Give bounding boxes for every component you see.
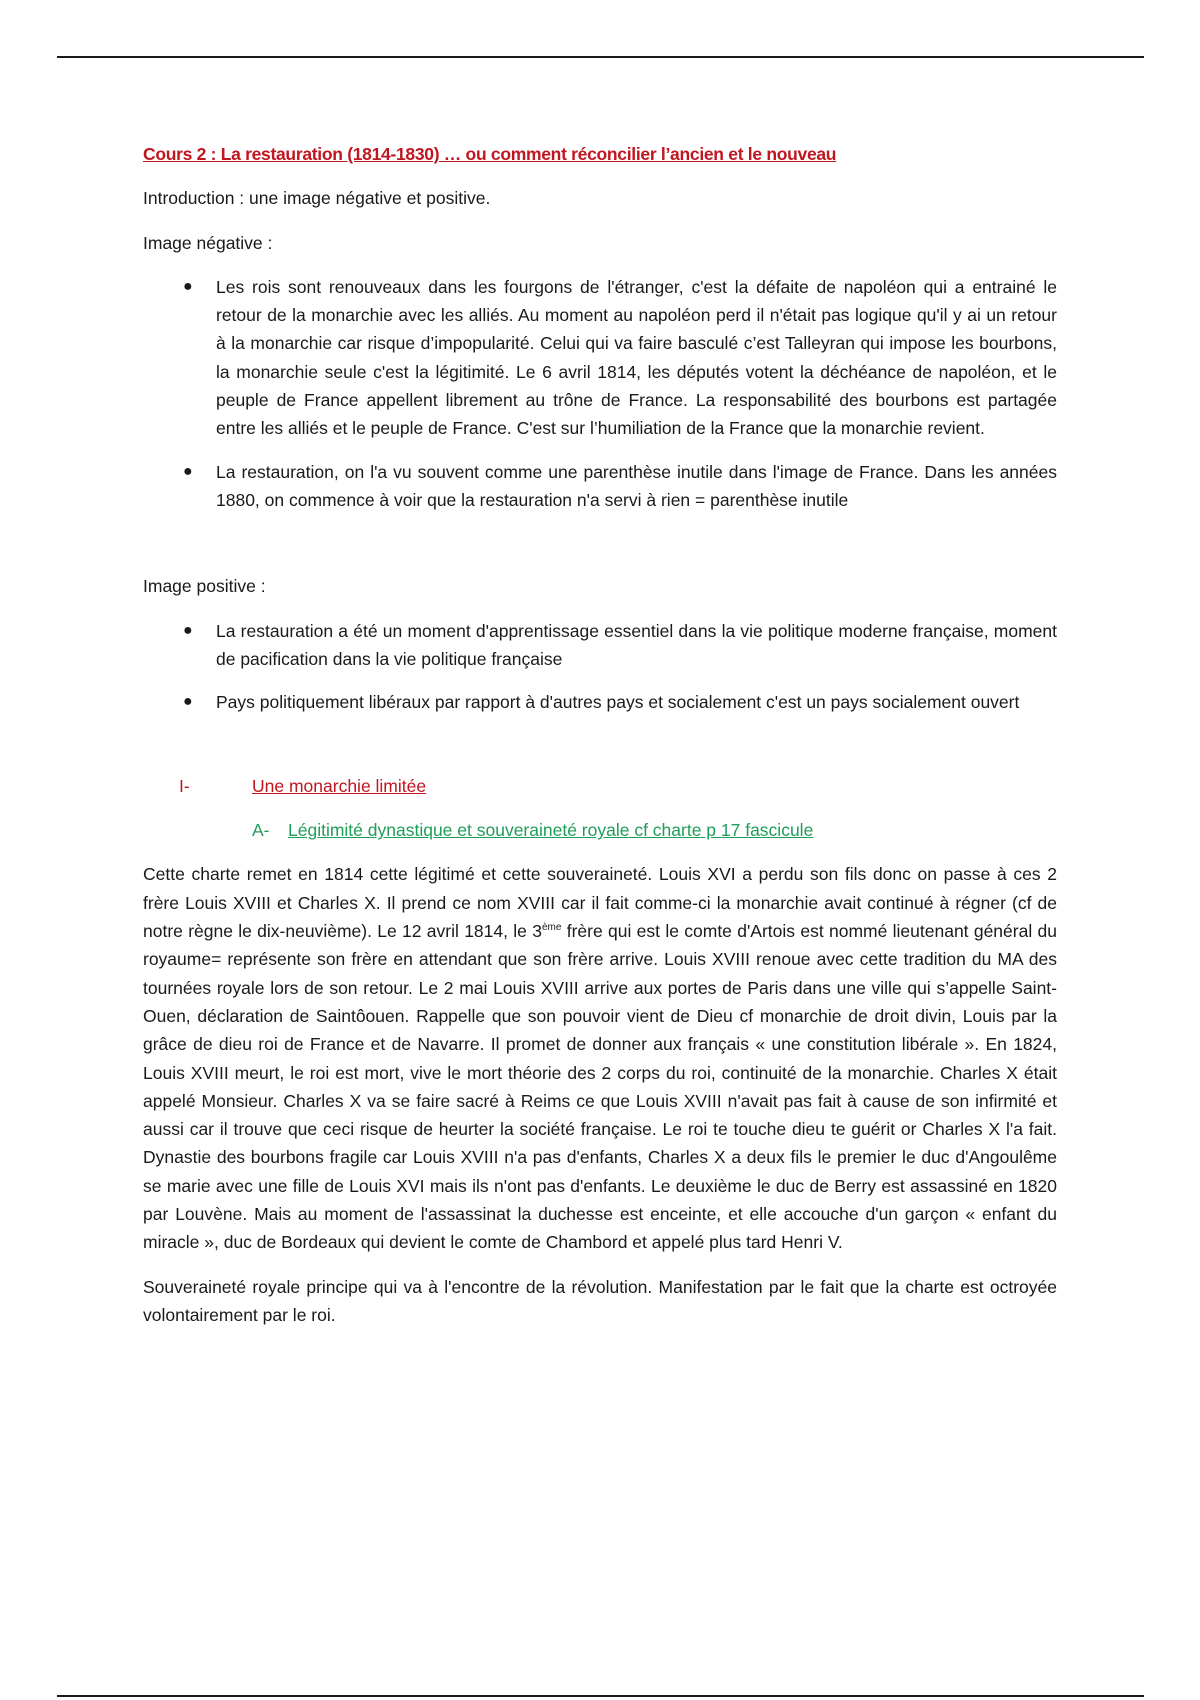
bullet-text: Pays politiquement libéraux par rapport à d'autres pays et socialement c'est un pays socialement ouvert bbox=[216, 692, 1020, 713]
section-number: I- bbox=[179, 776, 190, 797]
document-page bbox=[143, 140, 1057, 1345]
bullet-icon: ● bbox=[183, 693, 193, 711]
section-title: Une monarchie limitée bbox=[252, 776, 427, 797]
document-title: Cours 2 : La restauration (1814-1830) … ou comment réconcilier l’ancien et le nouveau bbox=[143, 144, 837, 164]
subsection-letter: A- bbox=[252, 820, 270, 841]
subsection-title: Légitimité dynastique et souveraineté royale cf charte p 17 fascicule bbox=[288, 820, 814, 841]
list-item bbox=[143, 458, 1057, 515]
bullet-icon: ● bbox=[183, 277, 193, 295]
blank-space bbox=[143, 530, 1057, 572]
bullet-text: La restauration a été un moment d'apprentissage essentiel dans la vie politique moderne française, moment de pacification dans la vie politique française bbox=[216, 620, 1057, 669]
bullet-text: Les rois sont renouveaux dans les fourgons de l'étranger, c'est la défaite de napoléon qui a entrainé le retour de la monarchie avec les alliés. Au moment au napoléon perd il n'était pas logique qu'il y ai un retour à la monarchie car risque d’impopularité. Celui qui va faire basculé c’est Talleyran qui impose les bourbons, la monarchie seule c'est la légitimité. Le 6 avril 1814, les députés votent la déchéance de napoléon, et le peuple de France appellent librement au trône de France. La responsabilité des bourbons est partagée entre les alliés et le peuple de France. C'est sur l’humiliation de la France que la monarchie revient. bbox=[216, 276, 1057, 439]
negative-image-heading: Image négative : bbox=[143, 232, 273, 253]
section-heading bbox=[143, 772, 1057, 800]
superscript-ordinal: ème bbox=[541, 922, 562, 934]
introduction-line: Introduction : une image négative et positive. bbox=[143, 188, 491, 209]
page-top-rule bbox=[57, 56, 1144, 58]
list-item bbox=[143, 617, 1057, 674]
body-text-part-1: Cette charte remet en 1814 cette légitimé et cette souveraineté. Louis XVI a perdu son fils donc on passe à ces 2 frère Louis XVIII et Charles X. Il prend ce nom XVIII car il fait comme-ci la monarchie avait continué à régner (cf de notre règne le dix-neuvième). Le 12 avril 1814, le 3 bbox=[143, 864, 1057, 942]
bullet-icon: ● bbox=[183, 621, 193, 639]
positive-image-heading: Image positive : bbox=[143, 576, 266, 597]
body-text-part-2: frère qui est le comte d'Artois est nommé lieutenant général du royaume= représente son frère en attendant que son frère arrive. Louis XVIII renoue avec cette tradition du MA des tournées royale lors de son retour. Le 2 mai Louis XVIII arrive aux portes de Paris dans une ville qui s’appelle Saint-Ouen, déclaration de Saintôouen. Rappelle que son pouvoir vient de Dieu cf monarchie de droit divin, Louis par la grâce de dieu roi de France et de Navarre. Il promet de donner aux français « une constitution libérale ». En 1824, Louis XVIII meurt, le roi est mort, vive le mort théorie des 2 corps du roi, continuité de la monarchie. Charles X était appelé Monsieur. Charles X va se faire sacré à Reims ce que Louis XVIII n'avait pas fait à cause de son infirmité et aussi car il trouve que ceci risque de heurter la société française. Le roi te touche dieu te guérit or Charles X l'a fait. Dynastie des bourbons fragile car Louis XVIII n'a pas d'enfants, Charles X a deux fils le premier le duc d'Angoulême se marie avec une fille de Louis XVI mais ils n'ont pas d'enfants. Le deuxième le duc de Berry est assassiné en 1820 par Louvène. Mais au moment de l'assassinat la duchesse est enceinte, et elle accouche d'un garçon « enfant du miracle », duc de Bordeaux qui devient le comte de Chambord et appelé plus tard Henri V. bbox=[143, 921, 1057, 1253]
page-bottom-rule bbox=[57, 1695, 1144, 1697]
blank-space bbox=[143, 732, 1057, 772]
bullet-text: La restauration, on l'a vu souvent comme une parenthèse inutile dans l'image de France. Dans les années 1880, on commence à voir que la restauration n'a servi à rien = parenthèse inutile bbox=[216, 461, 1057, 510]
bullet-icon: ● bbox=[183, 462, 193, 480]
list-item bbox=[143, 688, 1057, 716]
positive-bullet-list bbox=[143, 617, 1057, 717]
body-paragraph-souverainete: Souveraineté royale principe qui va à l'encontre de la révolution. Manifestation par le fait que la charte est octroyée volontairement par le roi. bbox=[143, 1276, 1057, 1325]
list-item bbox=[143, 273, 1057, 443]
negative-bullet-list bbox=[143, 273, 1057, 514]
body-paragraph-charte bbox=[143, 860, 1057, 1256]
subsection-heading bbox=[143, 816, 1057, 844]
